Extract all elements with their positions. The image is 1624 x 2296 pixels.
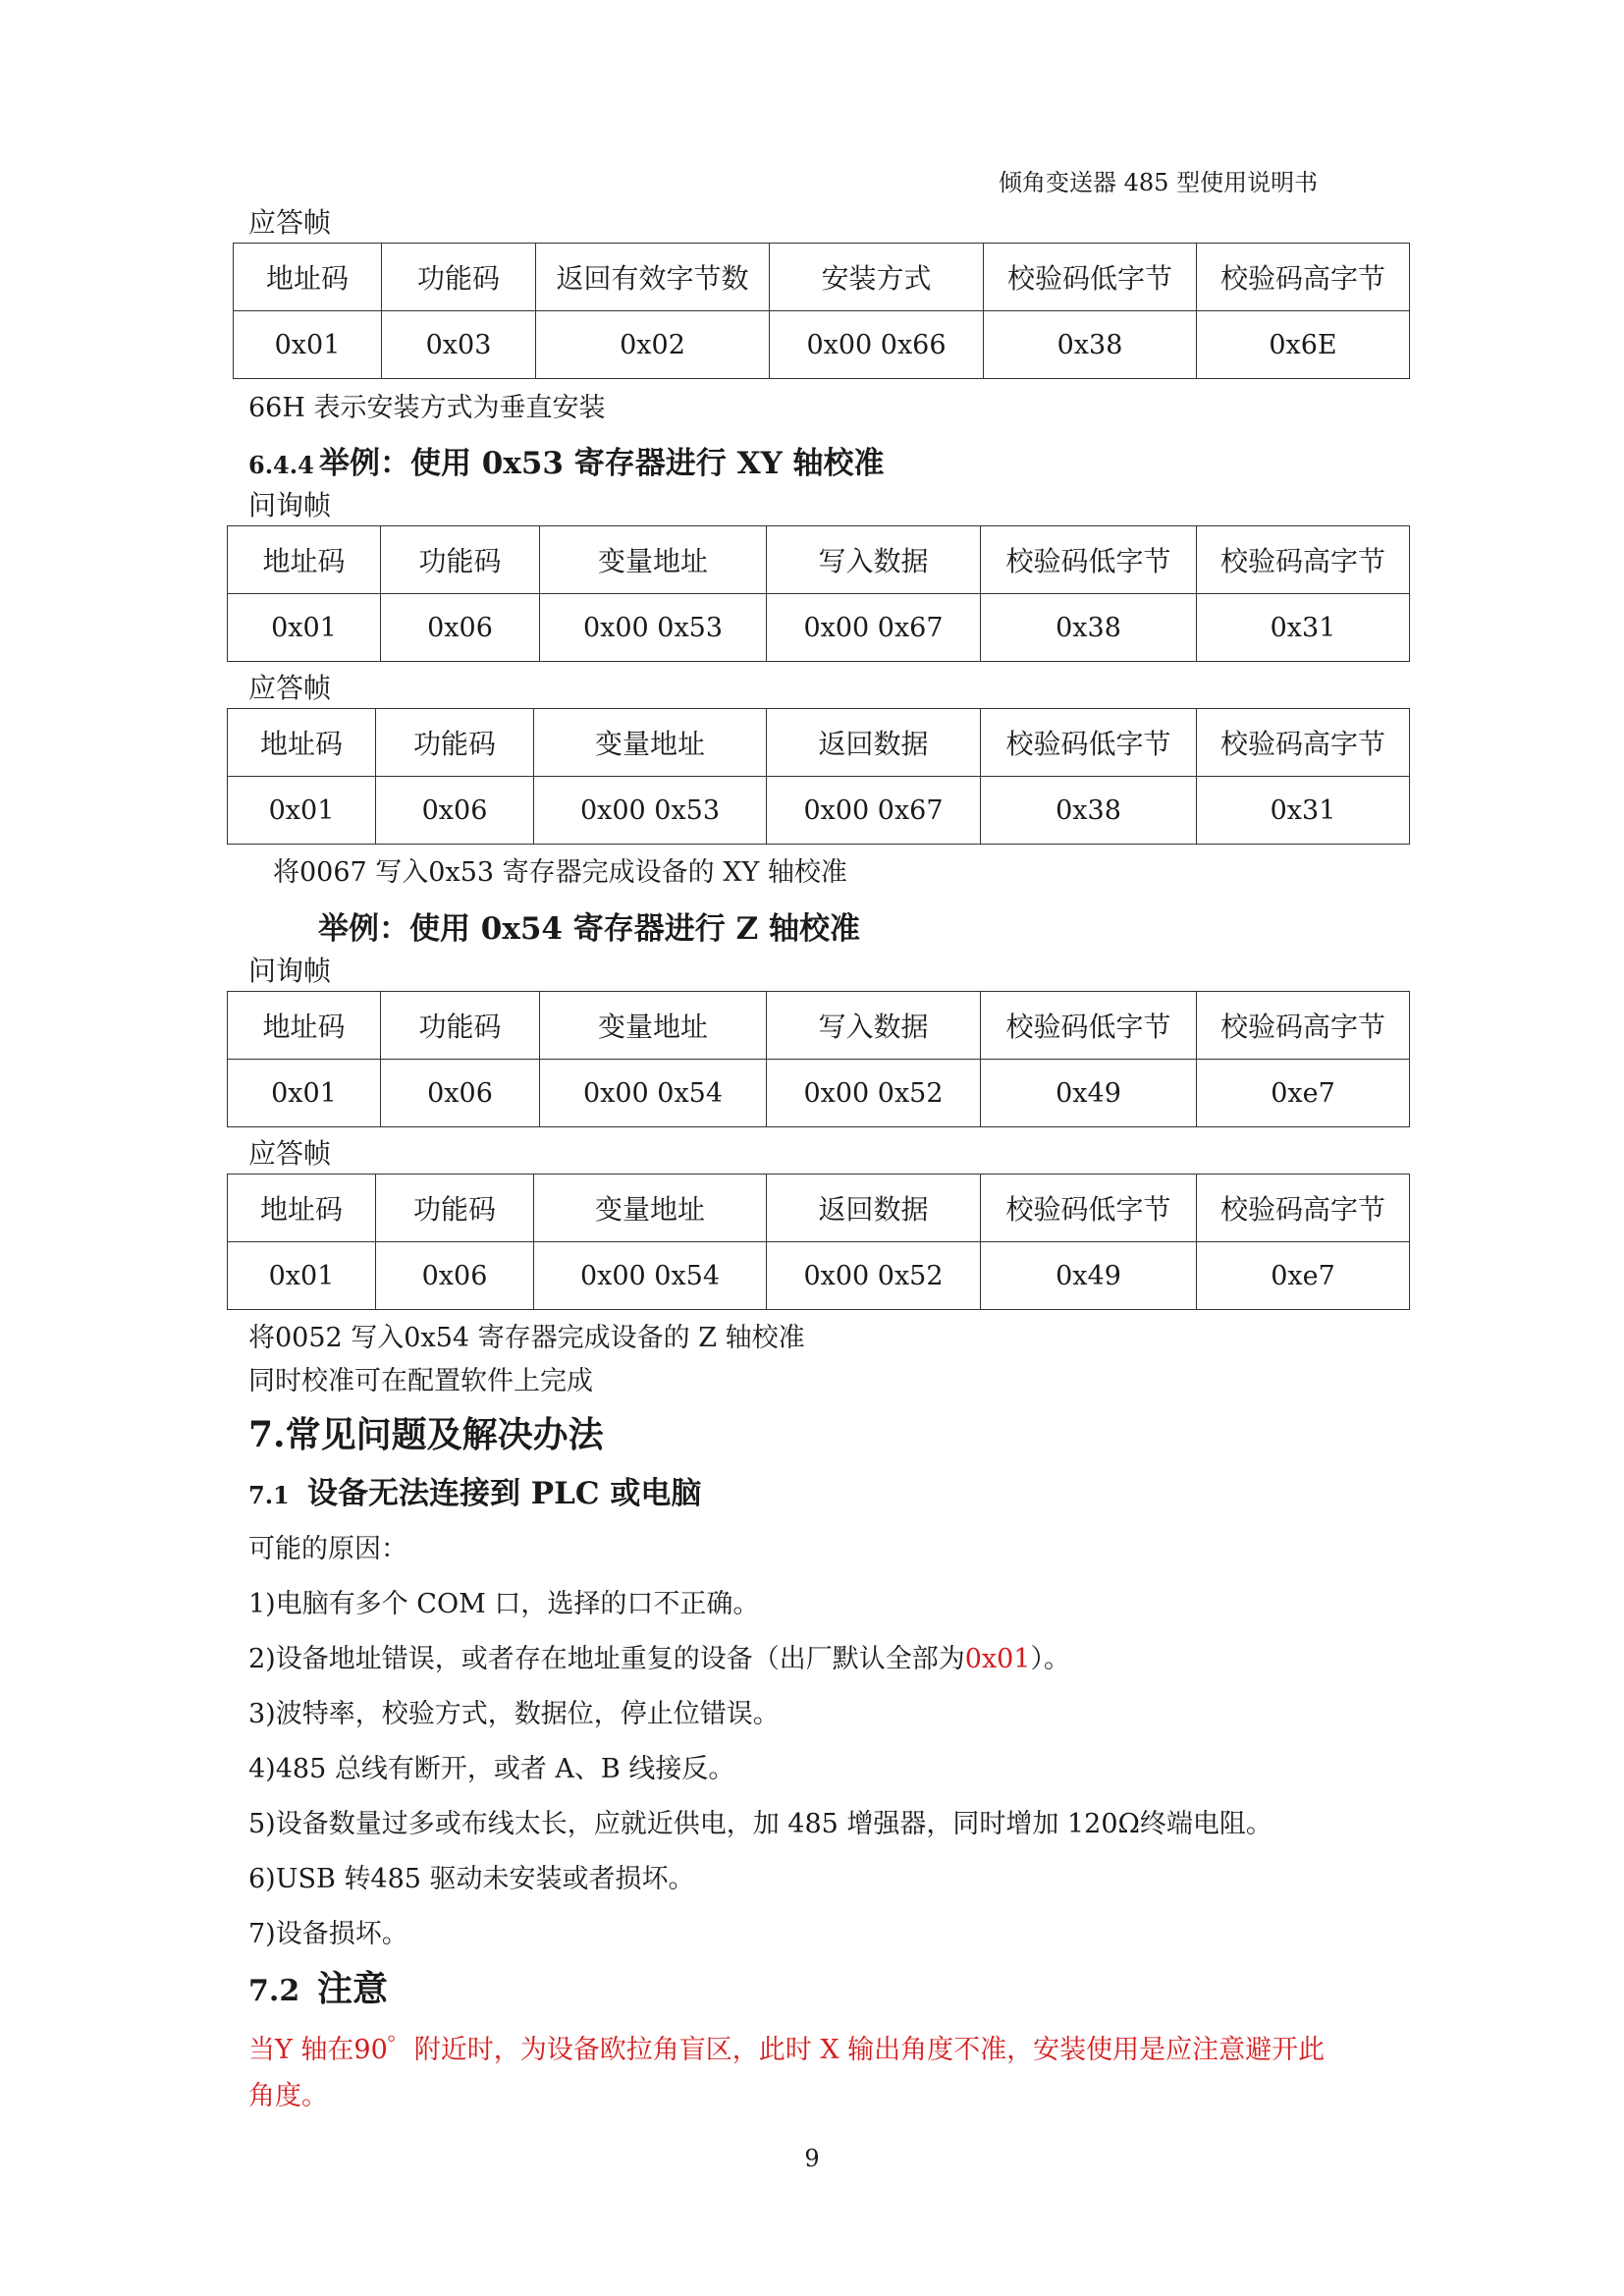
value-cell: 0x02: [536, 311, 770, 379]
header-cell: 校验码高字节: [1197, 526, 1410, 594]
value-cell: 0xe7: [1197, 1242, 1410, 1310]
header-cell: 校验码高字节: [1197, 992, 1410, 1060]
warning-line-2: 角度。: [248, 2081, 328, 2111]
value-cell: 0x49: [981, 1242, 1197, 1310]
header-cell: 变量地址: [534, 709, 767, 777]
table3-response-frame: [227, 708, 1410, 845]
header-cell: 功能码: [376, 1175, 534, 1242]
header-cell: 变量地址: [540, 526, 767, 594]
table-value-row: [228, 1060, 1410, 1127]
section-644-heading: [248, 438, 885, 482]
value-cell: 0x38: [984, 311, 1197, 379]
value-cell: 0x49: [981, 1060, 1197, 1127]
chapter-7-title: 7.常见问题及解决办法: [248, 1414, 604, 1455]
header-cell: 地址码: [228, 709, 376, 777]
header-cell: 功能码: [376, 709, 534, 777]
header-cell: 安装方式: [770, 244, 984, 311]
header-cell: 变量地址: [534, 1175, 767, 1242]
value-cell: 0x06: [376, 777, 534, 845]
value-cell: 0x06: [381, 594, 540, 662]
header-cell: 校验码低字节: [981, 1175, 1197, 1242]
value-cell: 0x01: [228, 594, 381, 662]
cause-item-text: 2)设备地址错误，或者存在地址重复的设备（出厂默认全部为: [248, 1644, 965, 1674]
header-cell: 写入数据: [767, 526, 981, 594]
header-cell: 返回数据: [767, 709, 981, 777]
value-cell: 0x01: [228, 1060, 381, 1127]
table2-caption: 问询帧: [248, 489, 332, 521]
cause-item-tail: ）。: [1030, 1644, 1070, 1674]
value-cell: 0x01: [228, 1242, 376, 1310]
header-cell: 校验码低字节: [984, 244, 1197, 311]
header-cell: 功能码: [381, 526, 540, 594]
header-cell: 校验码低字节: [981, 526, 1197, 594]
page-header: 倾角变送器 485 型使用说明书: [999, 169, 1319, 196]
value-cell: 0x03: [382, 311, 536, 379]
table5-note: 将0052 写入0x54 寄存器完成设备的 Z 轴校准: [248, 1323, 805, 1353]
value-cell: 0x06: [376, 1242, 534, 1310]
header-cell: 功能码: [381, 992, 540, 1060]
table-header-row: [228, 992, 1410, 1060]
causes-intro: 可能的原因：: [248, 1534, 407, 1564]
table-value-row: [234, 311, 1410, 379]
value-cell: 0x00 0x53: [534, 777, 767, 845]
calibration-software-note: 同时校准可在配置软件上完成: [248, 1366, 593, 1396]
section-title: 设备无法连接到 PLC 或电脑: [307, 1476, 702, 1511]
header-cell: 功能码: [382, 244, 536, 311]
value-cell: 0x01: [234, 311, 382, 379]
table5-response-frame: [227, 1174, 1410, 1310]
header-cell: 校验码低字节: [981, 709, 1197, 777]
value-cell: 0x06: [381, 1060, 540, 1127]
section-number: 7.2: [248, 1974, 300, 2008]
value-cell: 0x38: [981, 594, 1197, 662]
table3-caption: 应答帧: [248, 672, 332, 704]
header-cell: 写入数据: [767, 992, 981, 1060]
default-address: 0x01: [964, 1644, 1031, 1674]
header-cell: 地址码: [228, 526, 381, 594]
value-cell: 0x00 0x66: [770, 311, 984, 379]
value-cell: 0x31: [1197, 594, 1410, 662]
header-cell: 校验码高字节: [1197, 244, 1410, 311]
header-cell: 校验码高字节: [1197, 709, 1410, 777]
table1-response-frame: [233, 243, 1410, 379]
value-cell: 0x00 0x54: [540, 1060, 767, 1127]
value-cell: 0x00 0x52: [767, 1060, 981, 1127]
table4-caption: 问询帧: [248, 955, 332, 987]
cause-item-2: [248, 1637, 1070, 1675]
header-cell: 校验码低字节: [981, 992, 1197, 1060]
header-cell: 校验码高字节: [1197, 1175, 1410, 1242]
cause-item-5: 5)设备数量过多或布线太长，应就近供电，加 485 增强器，同时增加 120Ω终端电阻。: [248, 1809, 1272, 1839]
page-number: 9: [804, 2145, 820, 2172]
section-71-heading: [248, 1468, 701, 1512]
warning-line-1: 当Y 轴在90゜附近时，为设备欧拉角盲区，此时 X 输出角度不准，安装使用是应注意避开此: [248, 2035, 1326, 2065]
table-value-row: [228, 1242, 1410, 1310]
value-cell: 0x00 0x52: [767, 1242, 981, 1310]
cause-item-3: 3)波特率，校验方式，数据位，停止位错误。: [248, 1699, 780, 1729]
section-72-heading: [248, 1961, 388, 2011]
table-header-row: [228, 526, 1410, 594]
header-cell: 地址码: [234, 244, 382, 311]
value-cell: 0x00 0x53: [540, 594, 767, 662]
header-cell: 地址码: [228, 992, 381, 1060]
table-header-row: [234, 244, 1410, 311]
table1-note: 66H 表示安装方式为垂直安装: [248, 393, 606, 423]
cause-item-1: 1)电脑有多个 COM 口，选择的口不正确。: [248, 1589, 760, 1619]
value-cell: 0x00 0x67: [767, 777, 981, 845]
value-cell: 0x01: [228, 777, 376, 845]
table5-caption: 应答帧: [248, 1137, 332, 1170]
section-title: 注意: [317, 1968, 389, 2009]
table1-caption: 应答帧: [248, 206, 332, 239]
table2-query-frame: [227, 525, 1410, 662]
section-number: 7.1: [248, 1481, 290, 1509]
table-header-row: [228, 1175, 1410, 1242]
section-title: 举例：使用 0x53 寄存器进行 XY 轴校准: [319, 446, 885, 481]
section-number: 6.4.4: [248, 451, 314, 479]
table4-query-frame: [227, 991, 1410, 1127]
header-cell: 地址码: [228, 1175, 376, 1242]
cause-item-7: 7)设备损坏。: [248, 1919, 408, 1949]
value-cell: 0x00 0x54: [534, 1242, 767, 1310]
value-cell: 0x00 0x67: [767, 594, 981, 662]
table3-note: 将0067 写入0x53 寄存器完成设备的 XY 轴校准: [273, 857, 847, 888]
section-645-heading: 举例：使用 0x54 寄存器进行 Z 轴校准: [318, 911, 860, 947]
header-cell: 返回有效字节数: [536, 244, 770, 311]
table-value-row: [228, 594, 1410, 662]
table-header-row: [228, 709, 1410, 777]
value-cell: 0xe7: [1197, 1060, 1410, 1127]
header-cell: 变量地址: [540, 992, 767, 1060]
table-value-row: [228, 777, 1410, 845]
header-cell: 返回数据: [767, 1175, 981, 1242]
value-cell: 0x38: [981, 777, 1197, 845]
cause-item-4: 4)485 总线有断开，或者 A、B 线接反。: [248, 1754, 735, 1784]
value-cell: 0x6E: [1197, 311, 1410, 379]
cause-item-6: 6)USB 转485 驱动未安装或者损坏。: [248, 1864, 695, 1894]
value-cell: 0x31: [1197, 777, 1410, 845]
